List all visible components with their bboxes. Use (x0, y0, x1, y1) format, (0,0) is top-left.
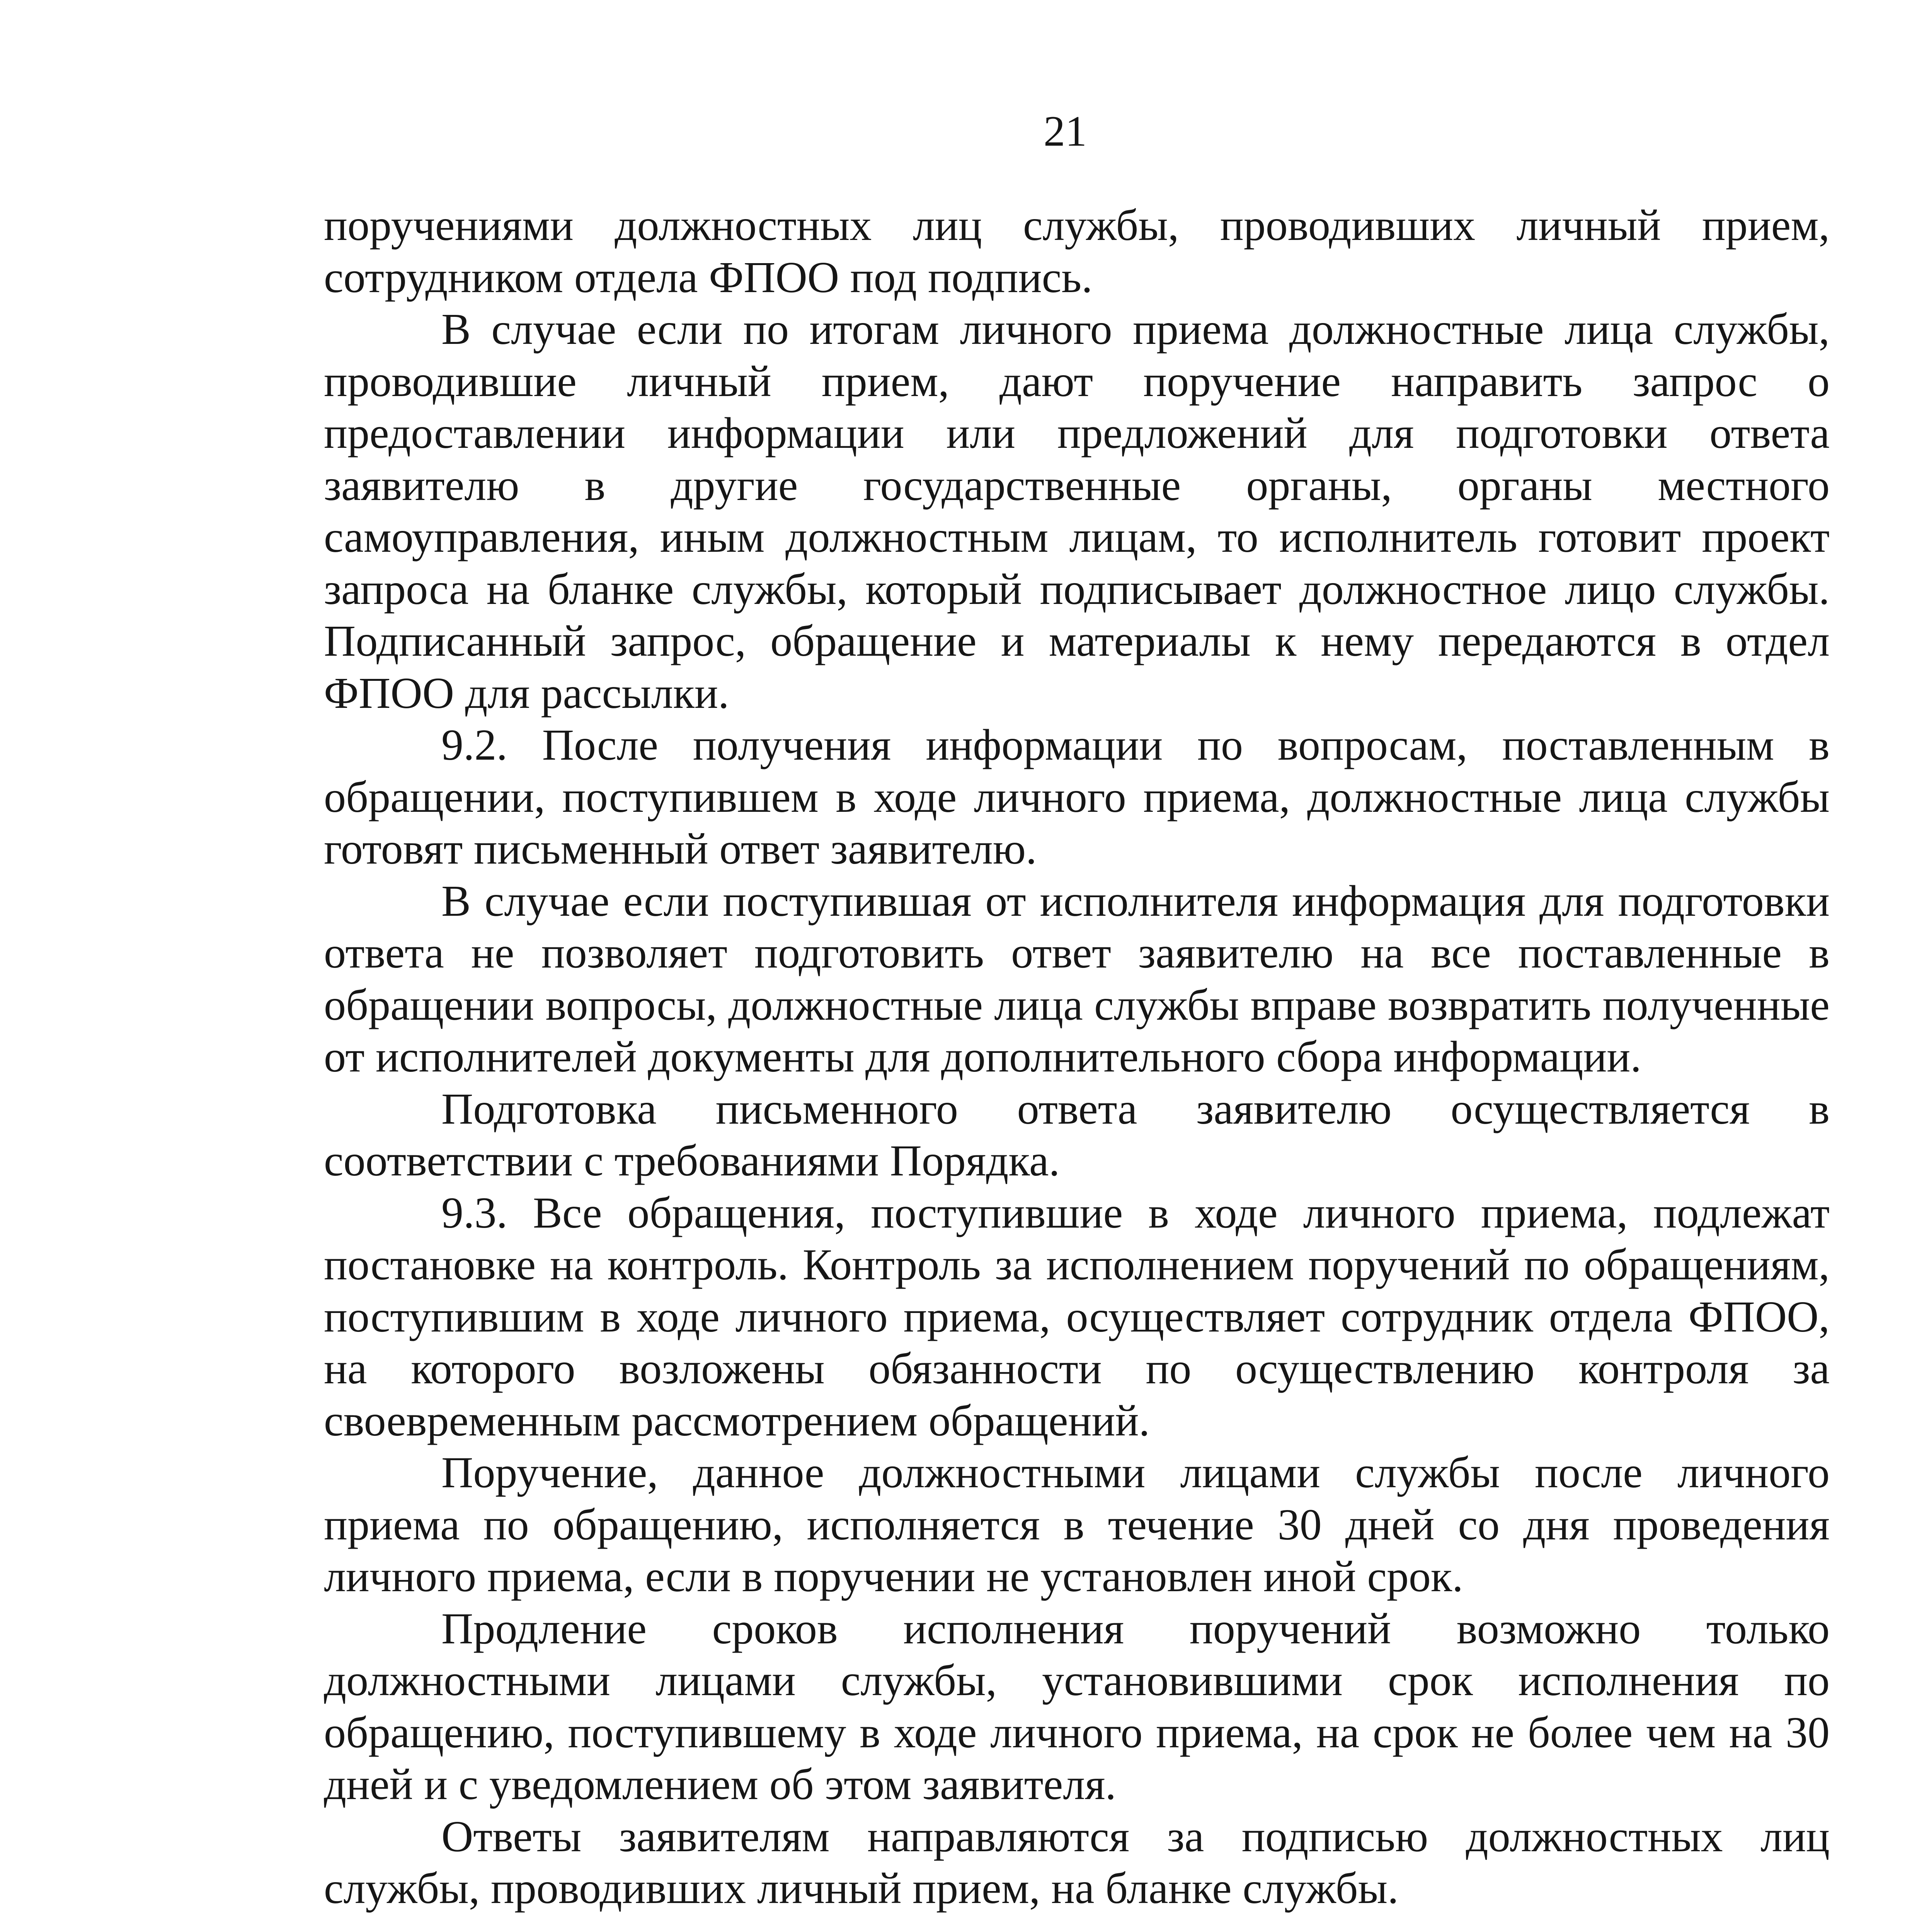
paragraph-request-procedure: В случае если по итогам личного приема должностные лица службы, проводившие личный прием, дают поручение направить запрос о предоставлении информации или предложений для подготовки ответа заявителю в другие государственные органы, органы местного самоуправления, иным должностным лицам, то исполнитель готовит проект запроса на бланке службы, который подписывает должностное лицо службы. Подписанный запрос, обращение и материалы к нему передаются в отдел ФПОО для рассылки. (324, 304, 1830, 718)
paragraph-9-2: 9.2. После получения информации по вопросам, поставленным в обращении, поступившем в ходе личного приема, должностные лица службы готовят письменный ответ заявителю. (324, 720, 1830, 873)
paragraph-9-3: 9.3. Все обращения, поступившие в ходе личного приема, подлежат постановке на контроль. Контроль за исполнением поручений по обращениям, поступившим в ходе личного приема, осуществляет сотрудник отдела ФПОО, на которого возложены обязанности по осуществлению контроля за своевременным рассмотрением обращений. (324, 1188, 1830, 1445)
page-number: 21 (1044, 107, 1087, 155)
paragraph-return-documents: В случае если поступившая от исполнителя информация для подготовки ответа не позволяет подготовить ответ заявителю на все поставленные в обращении вопросы, должностные лица службы вправе возвратить полученные от исполнителей документы для дополнительного сбора информации. (324, 876, 1830, 1081)
paragraph-answer-preparation: Подготовка письменного ответа заявителю осуществляется в соответствии с требованиями Порядка. (324, 1084, 1830, 1185)
paragraph-instruction-deadline: Поручение, данное должностными лицами службы после личного приема по обращению, исполняется в течение 30 дней со дня проведения личного приема, если в поручении не установлен иной срок. (324, 1448, 1830, 1601)
paragraph-answers-signature: Ответы заявителям направляются за подписью должностных лиц службы, проводивших личный прием, на бланке службы. (324, 1811, 1830, 1913)
paragraph-deadline-extension: Продление сроков исполнения поручений возможно только должностными лицами службы, установившими срок исполнения по обращению, поступившему в ходе личного приема, на срок не более чем на 30 дней и с уведомлением об этом заявителя. (324, 1604, 1830, 1809)
document-body (324, 199, 1830, 1932)
paragraph-continuation: поручениями должностных лиц службы, проводивших личный прием, сотрудником отдела ФПОО под подпись. (324, 201, 1830, 302)
